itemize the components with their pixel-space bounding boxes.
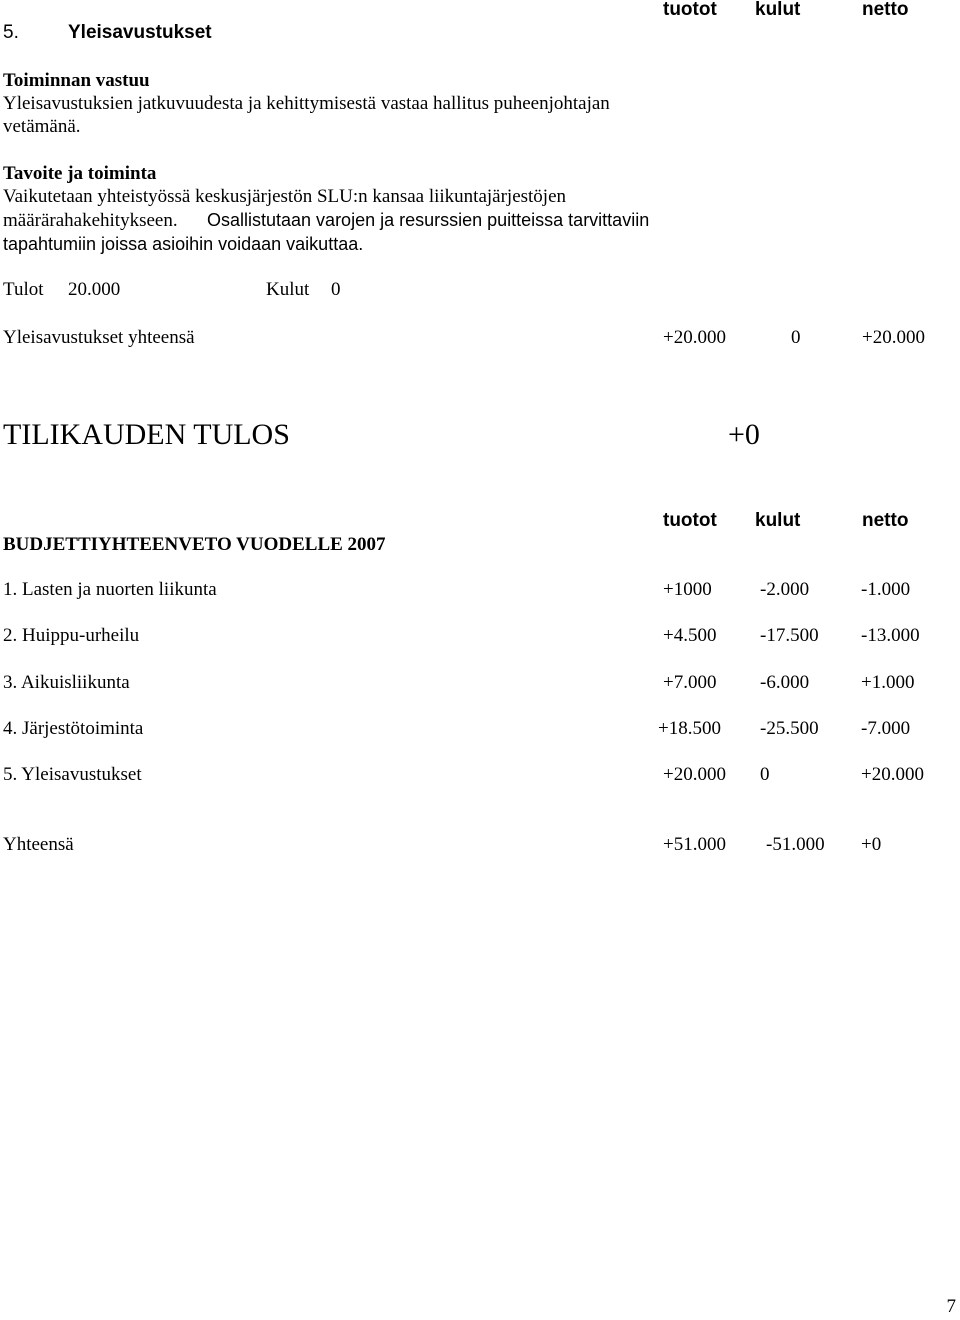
section-total-tuotot: +20.000 — [663, 327, 726, 348]
table-row-label: 2. Huippu-urheilu — [3, 625, 140, 646]
table-cell-kulut: -25.500 — [760, 718, 819, 739]
income-label: Tulot — [3, 279, 44, 300]
section-total-netto: +20.000 — [862, 327, 925, 348]
table-cell-kulut: -6.000 — [760, 672, 810, 693]
income-value: 20.000 — [68, 279, 121, 300]
table-cell-netto: -13.000 — [861, 625, 920, 646]
responsibility-line: Yleisavustuksien jatkuvuudesta ja kehittymisestä vastaa hallitus puheenjohtajan — [3, 93, 610, 114]
summary-title: BUDJETTIYHTEENVETO VUODELLE 2007 — [3, 534, 386, 555]
expenses-value: 0 — [331, 279, 341, 300]
page-number: 7 — [946, 1296, 956, 1317]
result-label: TILIKAUDEN TULOS — [3, 418, 290, 451]
goal-heading: Tavoite ja toiminta — [3, 163, 157, 184]
table-cell-netto: -1.000 — [861, 579, 911, 600]
goal-line: tapahtumiin joissa asioihin voidaan vaikuttaa. — [3, 234, 364, 254]
table-cell-netto: +20.000 — [861, 764, 924, 785]
header-col-kulut: kulut — [755, 0, 801, 20]
table-cell-tuotot: +1000 — [663, 579, 712, 600]
section-number: 5. — [3, 22, 19, 43]
header-col-tuotot: tuotot — [663, 0, 717, 20]
table-cell-kulut: -2.000 — [760, 579, 810, 600]
summary-col-netto: netto — [862, 510, 909, 531]
table-cell-netto: -7.000 — [861, 718, 911, 739]
table-row-label: 5. Yleisavustukset — [3, 764, 142, 785]
table-cell-netto: +1.000 — [861, 672, 915, 693]
total-row-label: Yhteensä — [3, 834, 74, 855]
table-cell-tuotot: +18.500 — [658, 718, 721, 739]
table-cell-kulut: -17.500 — [760, 625, 819, 646]
summary-col-tuotot: tuotot — [663, 510, 717, 531]
total-cell-tuotot: +51.000 — [663, 834, 726, 855]
table-cell-kulut: 0 — [760, 764, 770, 785]
table-row-label: 1. Lasten ja nuorten liikunta — [3, 579, 217, 600]
section-total-kulut: 0 — [791, 327, 801, 348]
result-value: +0 — [728, 418, 760, 451]
total-cell-netto: +0 — [861, 834, 882, 855]
table-cell-tuotot: +20.000 — [663, 764, 726, 785]
table-cell-tuotot: +4.500 — [663, 625, 717, 646]
section-title: Yleisavustukset — [68, 22, 212, 43]
responsibility-line: vetämänä. — [3, 116, 81, 137]
expenses-label: Kulut — [266, 279, 310, 300]
table-row-label: 4. Järjestötoiminta — [3, 718, 144, 739]
goal-line: Osallistutaan varojen ja resurssien puitteissa tarvittaviin — [207, 210, 650, 230]
summary-col-kulut: kulut — [755, 510, 801, 531]
goal-line: määrärahakehitykseen. — [3, 210, 178, 231]
goal-line: Vaikutetaan yhteistyössä keskusjärjestön SLU:n kansaa liikuntajärjestöjen — [3, 186, 567, 207]
table-row-label: 3. Aikuisliikunta — [3, 672, 130, 693]
total-cell-kulut: -51.000 — [766, 834, 825, 855]
header-col-netto: netto — [862, 0, 909, 20]
responsibility-heading: Toiminnan vastuu — [3, 70, 150, 91]
section-total-label: Yleisavustukset yhteensä — [3, 327, 195, 348]
table-cell-tuotot: +7.000 — [663, 672, 717, 693]
